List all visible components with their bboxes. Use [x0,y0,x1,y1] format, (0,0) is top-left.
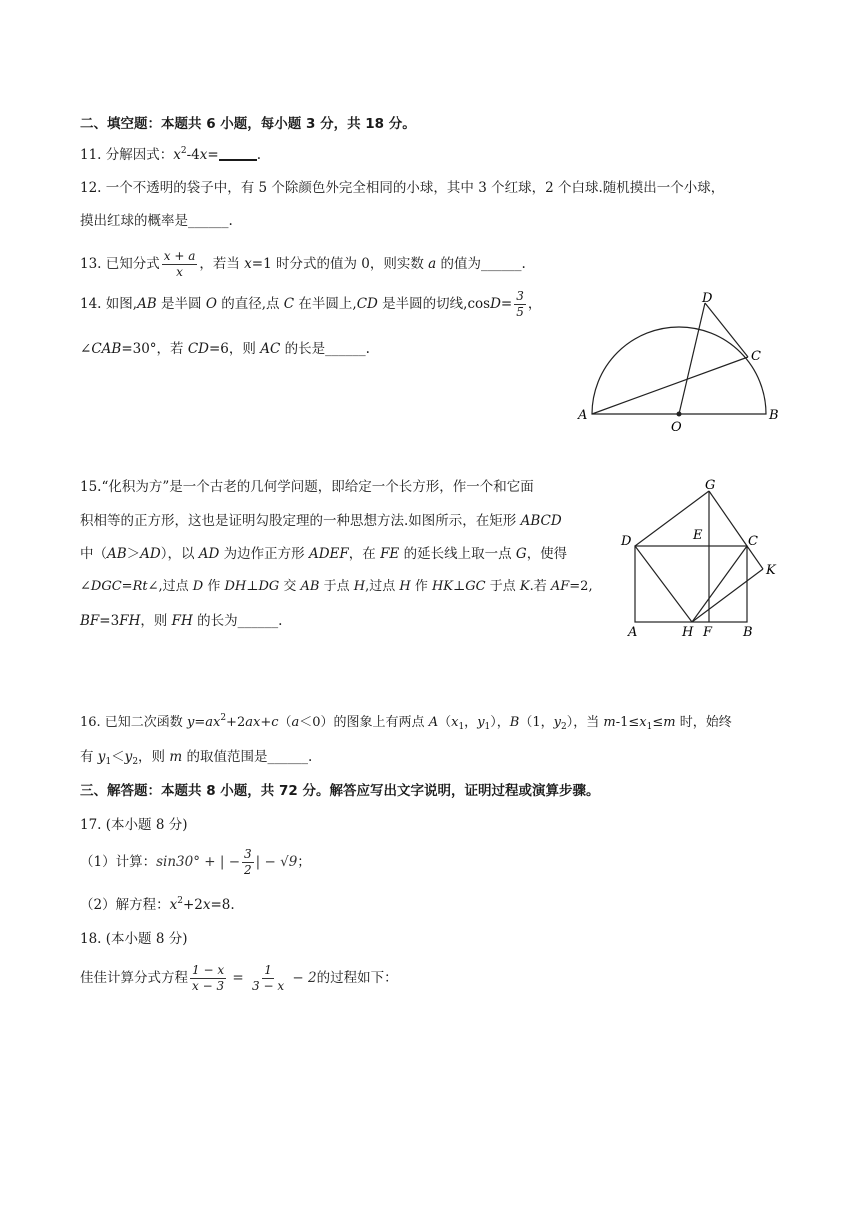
q11-var-x2: x [199,147,208,163]
question-18-body [80,958,398,998]
q16-x1: x [451,715,459,730]
q15-l5-b: ，则 [140,613,172,629]
q15-l4-k2: =2, [569,579,593,594]
question-15-line-5 [80,612,282,630]
q14-fraction-numerator: 3 [516,289,524,303]
q17-part2-label: （2）解方程： [80,897,170,913]
q16-l1-f: ＜0）的图象上有两点 [299,715,429,730]
q16-sub4: 1 [646,722,653,732]
label-a: A [628,625,638,640]
question-15-line-4 [80,578,593,596]
q13-var-a: a [428,256,437,272]
q14-o: O [205,296,217,312]
q14-p5: 是半圆的切线,cos [377,296,491,312]
question-12-line-1: 12. 一个不透明的袋子中，有 5 个除颜色外完全相同的小球，其中 3 个红球，2 个白球.随机摸出一个小球， [80,180,725,196]
q16-c: c [271,715,279,730]
q18-rhs-denominator: 3 − x [252,979,285,993]
q13-prefix: 13. 已知分式 [80,256,160,272]
q16-l1-g: （ [438,715,452,730]
question-15-line-1: 15.“化积为方”是一个古老的几何学问题，即给定一个长方形，作一个和它面 [80,479,534,495]
q18-lhs-numerator: 1 − x [192,963,225,977]
segment-dh [635,546,692,622]
q15-l3-gt: ＞ [126,546,141,562]
q16-l1-l: -1≤ [615,715,640,730]
q14-ab: AB [137,296,157,312]
q15-l3-ad2: AD [198,546,220,562]
question-12-line-2: 摸出红球的概率是______. [80,213,233,229]
label-a: A [578,408,588,423]
q13-fraction [162,249,198,280]
q15-l4-b: = [121,579,133,594]
q14-l2c: =6，则 [209,341,261,357]
q18-equals: = [228,970,248,986]
question-17-part-2 [80,896,235,914]
q15-l4-f: 于点 [319,579,354,594]
q14-cd: CD [356,296,378,312]
question-11: 11. 分解因式：$x^2-4x=$ . [80,146,262,163]
q14-p3: 的直径,点 [216,296,284,312]
q16-l1-a: 16. 已知二次函数 [80,715,187,730]
q18-lhs-fraction [190,963,226,994]
q16-sub2: 1 [484,722,491,732]
q15-l4-dg: DG [258,579,280,594]
q16-point-b: B [509,715,520,730]
q14-p2: 是半圆 [156,296,206,312]
q17-rhs: =8. [210,897,235,913]
q18-rhs-numerator: 1 [264,963,272,977]
q14-p4: 在半圆上, [294,296,357,312]
q16-point-a: A [428,715,439,730]
q16-l1-k: ），当 [566,715,604,730]
q15-l2-a: 积相等的正方形，这也是证明勾股定理的一种思想方法.如图所示，在矩形 [80,513,521,529]
question-16-line-2 [80,748,312,766]
q13-fraction-numerator: x + a [163,249,196,263]
q15-l4-af: AF [550,579,570,594]
label-f: F [703,625,713,640]
segment-hc [692,546,747,622]
q15-l4-j: .若 [529,579,551,594]
q16-m2: m [663,715,676,730]
q16-y2: y [553,715,561,730]
q15-l3-ad: AD [140,546,161,562]
q15-l3-g: G [515,546,527,562]
label-e: E [693,528,703,543]
q13-var-x: x [244,256,252,272]
q14-c: C [283,296,295,312]
q16-l2-sub1: 1 [105,757,112,767]
q17-part1-label: （1）计算： [80,854,157,870]
label-h: H [682,625,694,640]
rectangle-abcd [635,546,747,622]
q15-l4-i: 于点 [485,579,520,594]
section-2-header: 二、填空题：本题共 6 小题，每小题 3 分，共 18 分。 [80,116,416,132]
q18-minus-2: − 2 [288,970,317,986]
q16-le: ≤ [652,715,664,730]
q17-sin-term: sin30° + | − [156,854,241,870]
q13-condition: =1 时分式的值为 0，则实数 [251,256,429,272]
q18-prefix: 佳佳计算分式方程 [80,970,188,986]
q14-fraction-denominator: 5 [516,305,524,319]
q18-suffix: 的过程如下： [316,970,398,986]
q14-p7: ， [527,296,542,312]
q16-l2-sub2: 2 [132,757,139,767]
q14-p6: = [500,296,513,312]
q15-l3-ab: AB [107,546,127,562]
q15-l3-e: 的延长线上取一点 [399,546,516,562]
chord-ac [592,357,748,414]
q15-l3-a: 中（ [80,546,107,562]
q16-y1: y [477,715,485,730]
q16-l2-b: ，则 [138,749,170,765]
q16-sub3: 2 [561,722,567,732]
q17-abs-end: | − √9 [255,854,298,870]
q16-sq: 2 [220,713,227,723]
segment-gc [709,491,747,546]
q16-sub1: 1 [458,722,465,732]
q17-fraction [242,847,254,878]
q16-l1-d: + [260,715,272,730]
q18-lhs-denominator: x − 3 [192,979,225,993]
q11-prefix: 11. 分解因式： [80,147,174,163]
q14-cab: CAB [91,341,122,357]
q16-m: m [603,715,616,730]
q16-ax2: ax [245,715,261,730]
q11-equals: = [207,147,219,163]
question-14-line-1 [80,286,541,322]
q16-l2-y2: y [124,749,133,765]
question-17-part-1 [80,842,311,882]
label-g: G [705,478,716,493]
q11-var-x: x [173,147,181,163]
q14-cd-2: CD [187,341,209,357]
q16-l2-lt: ＜ [111,749,125,765]
q15-l5-bf: BF [80,613,100,629]
q15-l4-perp1: ⊥ [246,579,259,594]
q15-l4-k: K [519,579,530,594]
q15-l5-fh: FH [119,613,141,629]
q15-l4-rt: Rt∠ [132,579,159,594]
rectangle-figure [616,476,792,644]
q15-l3-f: ，使得 [526,546,568,562]
segment-ck [747,546,763,569]
center-point-o [677,412,682,417]
segment-hk [692,569,763,622]
q14-l2b: =30°，若 [121,341,188,357]
q11-exponent: 2 [180,146,187,156]
q15-l4-dh: DH [224,579,247,594]
q15-l4-d2: 作 [203,579,225,594]
label-c: C [748,534,758,549]
q16-l2-y1: y [97,749,106,765]
label-b: B [769,408,779,423]
question-15-line-2 [80,512,562,530]
q16-ax: ax [205,715,221,730]
q15-l4-dgc: DGC [90,579,122,594]
q14-fraction [514,289,526,320]
q17-plus: +2 [182,897,203,913]
section-3-header: 三、解答题：本题共 8 小题，共 72 分。解答应写出文字说明，证明过程或演算步骤。 [80,783,600,799]
q14-d: D [490,296,501,312]
label-d: D [621,534,632,549]
q15-l4-a: ∠ [80,579,91,594]
q15-l4-gc: GC [465,579,486,594]
q15-l5-fh2: FH [171,613,193,629]
q17-x2: x [202,897,211,913]
q14-l2d: 的长是______. [280,341,370,357]
segment-do [679,303,705,414]
q14-p1: 14. 如图, [80,296,138,312]
question-13 [80,246,526,282]
q15-l4-h: H [353,579,366,594]
q13-mid: ，若当 [199,256,245,272]
q15-l4-g: ,过点 [365,579,400,594]
q17-fraction-numerator: 3 [244,847,252,861]
q17-semicolon: ； [297,854,311,870]
question-16-line-1 [80,714,732,732]
tangent-dc [705,303,748,357]
q14-ac: AC [260,341,281,357]
q16-a: a [291,715,300,730]
q16-l1-c: +2 [226,715,246,730]
q15-l4-perp2: ⊥ [453,579,466,594]
q17-x: x [169,897,178,913]
label-c: C [751,349,761,364]
q14-angle-symbol: ∠ [80,341,92,357]
q15-l4-hk: HK [431,579,454,594]
q15-l3-fe: FE [380,546,400,562]
q15-l4-d: D [192,579,204,594]
q16-l1-b: = [194,715,206,730]
q16-l1-n: 时，始终 [675,715,732,730]
q15-l3-adef: ADEF [308,546,349,562]
label-d: D [702,291,713,306]
q16-x1b: x [639,715,647,730]
label-b: B [743,625,753,640]
q15-l3-d: ，在 [348,546,381,562]
question-17-title: 17. (本小题 8 分) [80,817,188,833]
q15-l3-b: ），以 [160,546,199,562]
q15-l4-h3: 作 [410,579,432,594]
question-18-title: 18. (本小题 8 分) [80,931,188,947]
question-15-line-3 [80,545,567,563]
q11-rest: -4 [186,147,200,163]
q13-fraction-denominator: x [176,265,183,279]
q13-suffix: 的值为______. [436,256,526,272]
q16-l2-m: m [169,749,183,765]
semicircle-outline [592,327,766,414]
q15-l4-c: ,过点 [158,579,193,594]
q16-l1-j: （1， [519,715,554,730]
q15-abcd: ABCD [520,513,562,529]
question-14-line-2 [80,340,370,358]
q15-l4-e: 交 [279,579,301,594]
label-o: O [671,420,682,435]
q16-l1-h: ， [464,715,478,730]
semicircle-figure [570,285,790,435]
q15-l3-c: 为边作正方形 [219,546,309,562]
q16-l2-a: 有 [80,749,98,765]
q17-fraction-denominator: 2 [244,863,252,877]
q15-l4-ab: AB [300,579,320,594]
q15-l5-c: 的长为______. [192,613,283,629]
q11-answer-blank[interactable] [219,146,257,161]
q16-l1-i: ）， [490,715,510,730]
q15-l4-h2: H [399,579,411,594]
q18-rhs-fraction [250,963,286,994]
q16-l1-e: （ [278,715,292,730]
q17-sq: 2 [177,896,183,906]
q16-l2-c: 的取值范围是______. [182,749,313,765]
q16-y: y [186,715,195,730]
label-k: K [766,563,776,578]
q15-l5-a: =3 [99,613,120,629]
